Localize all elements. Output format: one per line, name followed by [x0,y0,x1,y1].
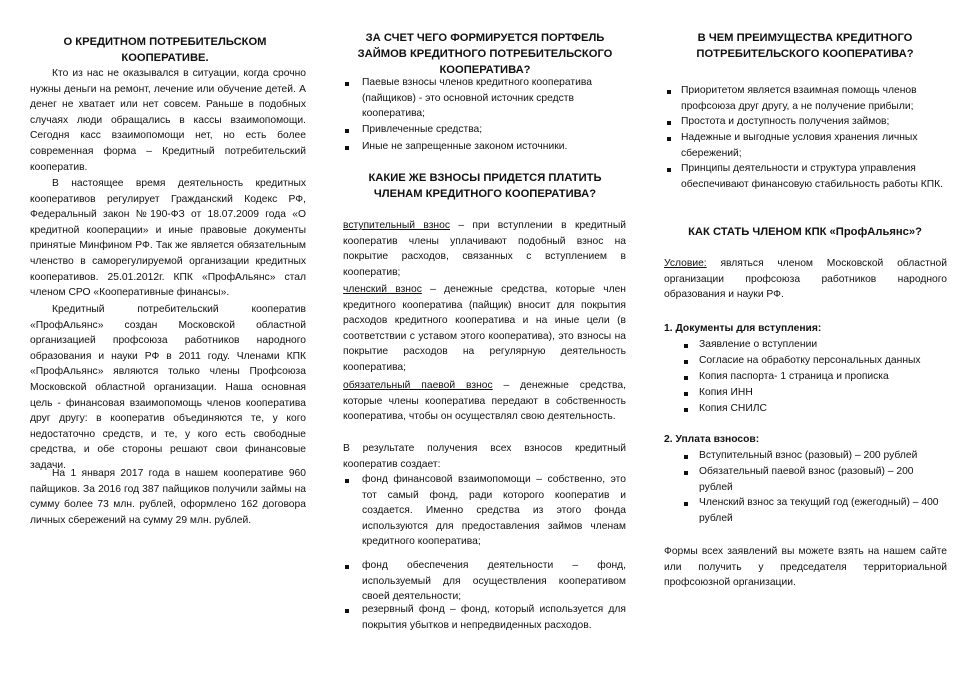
bullet-icon [345,82,349,86]
document-item: Согласие на обработку персональных данных [699,355,921,366]
bullet-icon [684,344,688,348]
paragraph: На 1 января 2017 года в нашем кооперативе 960 пайщиков. За 2016 год 387 пайщиков получили займы на сумму более 73 млн. рублей, оформлено 162 договора личных сбережений на сумму 29 млн. рублей. [30,468,306,526]
paragraph: Кто из нас не оказывался в ситуации, когда срочно нужны деньги на ремонт, лечение или обучение детей. А денег не хватает или нет совсем. Раньше в подобных случаях люди обращались в кассы взаимопомощи. Сегодня касс взаимопомощи нет, но есть более современная форма – Кредитный потребительский кооператив. [30,68,306,173]
section-title-join: КАК СТАТЬ ЧЛЕНОМ КПК «ПрофАльянс»? [688,226,922,238]
document-item: Копия ИНН [699,387,753,398]
bullet-icon [684,392,688,396]
section-title-fees: КАКИЕ ЖЕ ВЗНОСЫ ПРИДЕТСЯ ПЛАТИТЬ ЧЛЕНАМ КРЕДИТНОГО КООПЕРАТИВА? [368,172,602,200]
bullet-icon [345,609,349,613]
fee-item: Обязательный паевой взнос (разовый) – 200 рублей [699,466,914,493]
fee-term: вступительный взнос [343,220,450,231]
document-item: Копия паспорта- 1 страница и прописка [699,371,889,382]
bullet-icon [684,376,688,380]
fund-item: фонд финансовой взаимопомощи – собственно, это тот самый фонд, ради которого кооператив и создается. Именно средства из этого фонда используются для предоставления займов членам кредитного кооператива; [362,474,626,548]
bullet-icon [684,502,688,506]
fee-definition [343,282,626,376]
list-item: Паевые взносы членов кредитного кооператива (пайщиков) - это основной источник средств кооператива; [362,77,592,120]
bullet-icon [667,121,671,125]
section-title-about: О КРЕДИТНОМ ПОТРЕБИТЕЛЬСКОМ КООПЕРАТИВЕ. [63,36,267,64]
result-intro: В результате получения всех взносов кредитный кооператив создает: [343,443,626,470]
condition-label: Условие: [664,258,707,269]
fee-term: обязательный паевой взнос [343,380,493,391]
list-item: Приоритетом является взаимная помощь членов профсоюза друг другу, а не получение прибыли; [681,85,917,112]
list-item: Привлеченные средства; [362,124,483,135]
fee-text: – денежные средства, которые члены кооператива передают в собственность кооператива, чтобы он осуществлял свою деятельность. [343,380,626,423]
fee-item: Вступительный взнос (разовый) – 200 рублей [699,450,918,461]
footer-note: Формы всех заявлений вы можете взять на нашем сайте или получить у председателя территориальной профсоюзной организации. [664,546,947,589]
bullet-icon [345,129,349,133]
bullet-icon [345,565,349,569]
fee-text: – при вступлении в кредитный кооператив члены уплачивают подобный взнос на покрытие расходов, связанных с вступлением в кооператив; [343,220,626,278]
bullet-icon [684,455,688,459]
fund-item: фонд обеспечения деятельности – фонд, используемый для осуществления кооперативом своей деятельности; [362,560,626,603]
bullet-icon [667,90,671,94]
bullet-icon [667,137,671,141]
fee-item: Членский взнос за текущий год (ежегодный) – 400 рублей [699,497,939,524]
condition-text: являться членом Московской областной организации профсоюза работников народного образования и науки РФ. [664,258,947,301]
fee-term: членский взнос [343,284,422,295]
document-item: Заявление о вступлении [699,339,818,350]
bullet-icon [684,360,688,364]
fees-heading: 2. Уплата взносов: [664,434,760,445]
paragraph: В настоящее время деятельность кредитных кооперативов регулирует Гражданский Кодекс РФ, Федеральный закон №190-ФЗ от 18.07.2009 года «О кредитной кооперации» и иные правовые документы принятые Минфином РФ. Так же является обязательным членство в саморегулируемой организации кредитных кооперативов. 25.01.2012г. КПК «ПрофАльянс» стал членом СРО «Кооперативные финансы». [30,178,306,299]
paragraph: Кредитный потребительский кооператив «ПрофАльянс» создан Московской областной организацией профсоюза работников народного образования и науки РФ в 2011 году. Членами КПК «ПрофАльянс» являются только члены Профсоюза Московской областной организации. Наша основная цель - финансовая взаимопомощь членов кооператива друг другу: в кооператив объединяются те, у кого недостаточно средств, и те, у кого есть свободные средства, и обе стороны решают свои финансовые задачи. [30,304,306,471]
bullet-icon [345,146,349,150]
document-item: Копия СНИЛС [699,403,767,414]
section-title-advantages: В ЧЕМ ПРЕИМУЩЕСТВА КРЕДИТНОГО ПОТРЕБИТЕЛЬСКОГО КООПЕРАТИВА? [696,32,914,60]
bullet-icon [684,471,688,475]
fee-definition [343,218,626,280]
section-title-portfolio: ЗА СЧЕТ ЧЕГО ФОРМИРУЕТСЯ ПОРТФЕЛЬ ЗАЙМОВ КРЕДИТНОГО ПОТРЕБИТЕЛЬСКОГО КООПЕРАТИВА? [357,32,613,76]
bullet-icon [684,408,688,412]
fee-definition [343,378,626,425]
bullet-icon [667,168,671,172]
condition [664,256,947,303]
list-item: Надежные и выгодные условия хранения личных сбережений; [681,132,918,159]
documents-heading: 1. Документы для вступления: [664,323,822,334]
bullet-icon [345,479,349,483]
list-item: Простота и доступность получения займов; [681,116,890,127]
list-item: Иные не запрещенные законом источники. [362,141,568,152]
fund-item: резервный фонд – фонд, который используется для покрытия убытков и непредвиденных расходов. [362,604,626,631]
fee-text: – денежные средства, которые член кредитного кооператива (пайщик) вносит для покрытия расходов кредитного кооператива и на иные цели (в соответствии с уставом этого кооператива), это взносы на покрытие расходов на регулярную деятельность кооператива; [343,284,626,373]
list-item: Принципы деятельности и структура управления обеспечивают финансовую стабильность работы КПК. [681,163,943,190]
